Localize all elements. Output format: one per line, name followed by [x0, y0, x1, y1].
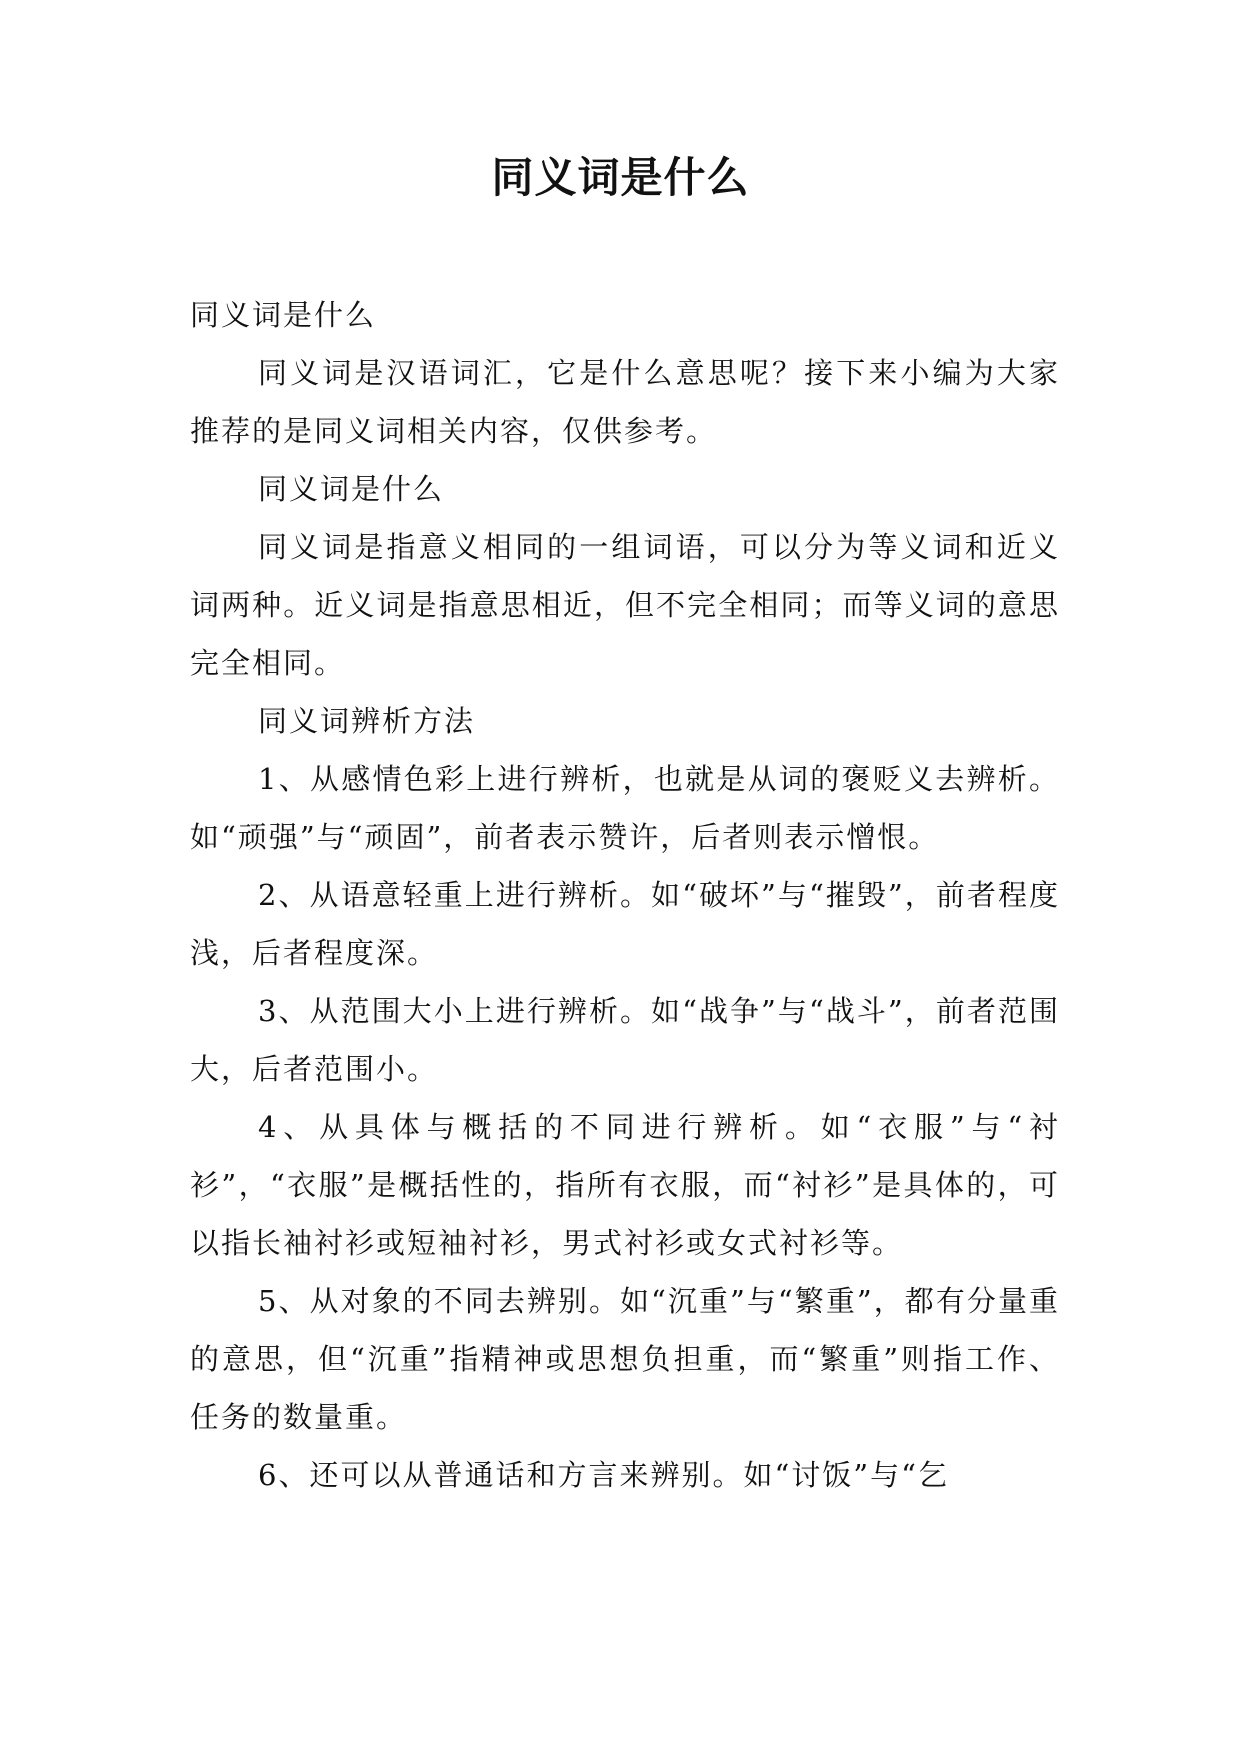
- document-title: 同义词是什么: [491, 153, 750, 202]
- list-item: 3、从范围大小上进行辨析。如“战争”与“战斗”，前者范围大，后者范围小。: [190, 994, 1060, 1086]
- list-item: 2、从语意轻重上进行辨析。如“破坏”与“摧毁”，前者程度浅，后者程度深。: [190, 878, 1060, 970]
- document-body: [190, 286, 1060, 1504]
- list-item: 6、还可以从普通话和方言来辨别。如“讨饭”与“乞: [258, 1458, 949, 1492]
- paragraph: 同义词是指意义相同的一组词语，可以分为等义词和近义词两种。近义词是指意思相近，但不完全相同；而等义词的意思完全相同。: [190, 530, 1060, 680]
- paragraph: 同义词是什么: [190, 298, 377, 332]
- list-item: 1、从感情色彩上进行辨析，也就是从词的褒贬义去辨析。如“顽强”与“顽固”，前者表示赞许，后者则表示憎恨。: [190, 762, 1060, 854]
- section-heading: 同义词辨析方法: [258, 704, 476, 738]
- list-item: 4、从具体与概括的不同进行辨析。如“衣服”与“衬衫”，“衣服”是概括性的，指所有衣服，而“衬衫”是具体的，可以指长袖衬衫或短袖衬衫，男式衬衫或女式衬衫等。: [190, 1110, 1060, 1260]
- paragraph: 同义词是汉语词汇，它是什么意思呢？接下来小编为大家推荐的是同义词相关内容，仅供参考。: [190, 356, 1060, 448]
- section-heading: 同义词是什么: [258, 472, 445, 506]
- list-item: 5、从对象的不同去辨别。如“沉重”与“繁重”，都有分量重的意思，但“沉重”指精神或思想负担重，而“繁重”则指工作、任务的数量重。: [190, 1284, 1060, 1434]
